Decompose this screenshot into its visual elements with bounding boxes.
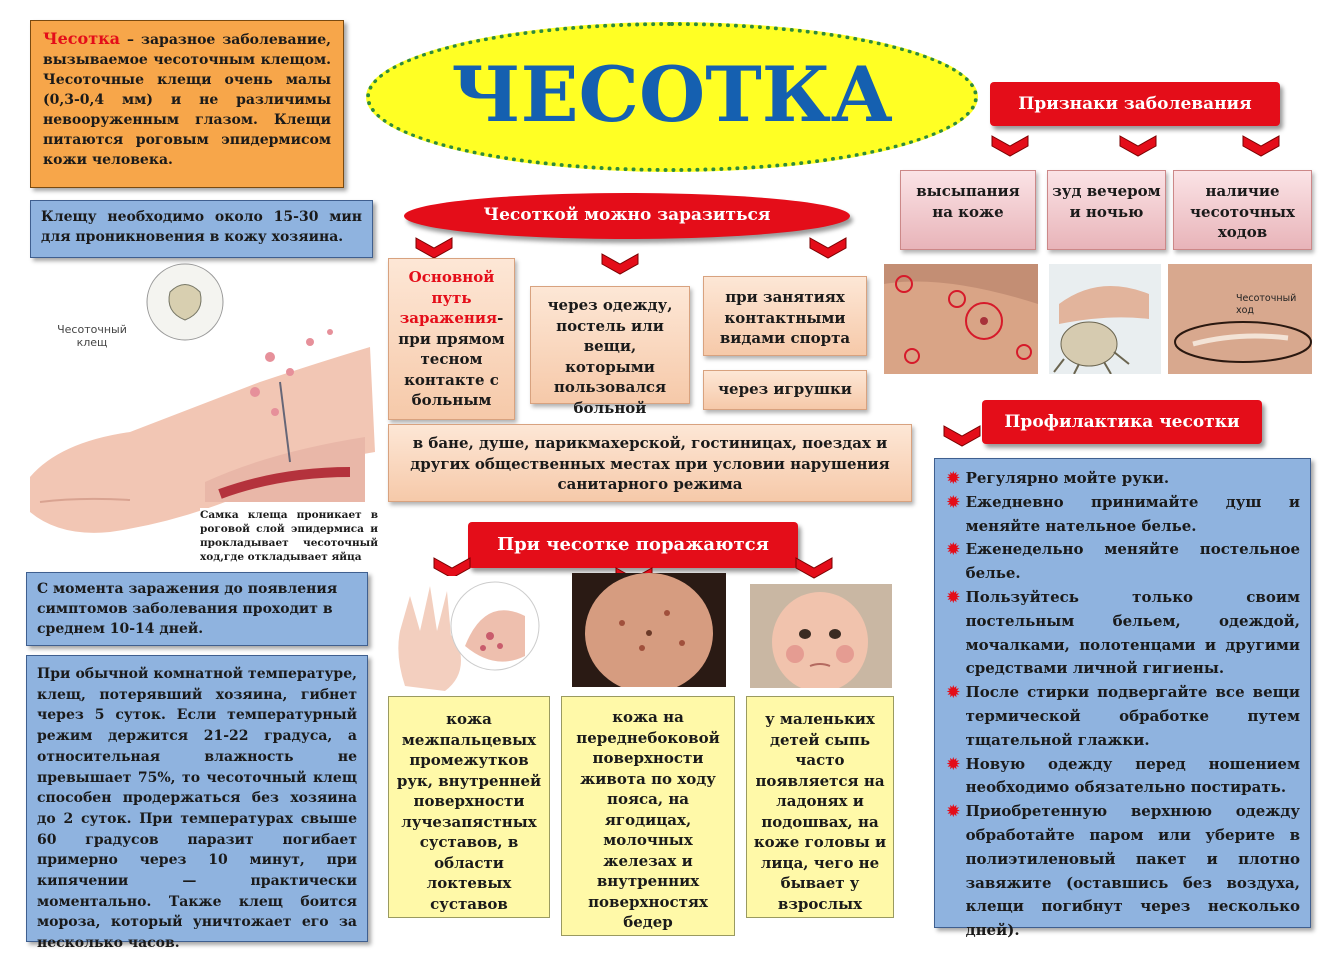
belly-photo [572,573,726,687]
sign-rash-box: высыпания на коже [900,170,1036,250]
main-way-box [388,258,515,420]
affected-children-box: у маленьких детей сыпь часто появляется на ладонях и подошвах, на коже головы и лица, чего не бывает у взрослых [746,696,894,918]
intro-box [30,20,344,188]
prevention-item: ✹ Еженедельно меняйте постельное белье. [947,538,1300,586]
affected-banner: При чесотке поражаются [468,522,798,568]
survival-note: При обычной комнатной температуре, клещ, потерявший хозяина, гибнет через 5 суток. Если температурный режим держится 21-22 градуса, а относительная влажность не превышает 75%, то чесоточный клещ способен продержаться без хозяина до 2 суток. При температурах свыше 60 градусов паразит погибает примерно через 10 минут, при кипячении — практически моментально. Также клещ боится мороза, который уничтожает его за несколько часов. [26,655,368,942]
sun-bullet-icon: ✹ [947,492,960,511]
public-places-box: в бане, душе, парикмахерской, гостиницах, поездах и других общественных местах при условии нарушения санитарного режима [388,424,912,502]
clothes-box: через одежду, постель или вещи, которыми пользовался больной [530,286,690,404]
chevron-down-icon [942,424,982,448]
chevron-down-icon [794,556,834,580]
burrow-photo [1168,264,1312,374]
prevention-item: ✹ Новую одежду перед ношением необходимо обязательно постирать. [947,753,1300,801]
toys-box: через игрушки [703,370,867,410]
prevention-box [934,458,1311,940]
sun-bullet-icon: ✹ [947,802,960,821]
child-photo [750,584,892,688]
chevron-down-icon [414,236,454,260]
chevron-down-icon [808,236,848,260]
infection-banner-label: Чесоткой можно заразиться [483,205,771,225]
sun-bullet-icon: ✹ [947,683,960,702]
page-title: ЧЕСОТКА [451,50,893,139]
mite-photo [1049,264,1161,374]
rash-photo [884,264,1038,374]
chevron-down-icon [600,252,640,276]
penetration-note: Клещу необходимо около 15-30 мин для проникновения в кожу хозяина. [30,200,373,258]
sun-bullet-icon: ✹ [947,469,960,487]
burrow-label: Чесоточный ход [1236,293,1297,316]
prevention-item: ✹ Ежедневно принимайте душ и меняйте нательное белье. [947,491,1300,539]
prevention-item: ✹ Регулярно мойте руки. [947,467,1300,491]
affected-hands-box: кожа межпальцевых промежутков рук, внутренней поверхности лучезапястных суставов, в области локтевых суставов [388,696,550,918]
main-way-highlight: Основной путь заражения [399,268,498,327]
prevention-item: ✹ Пользуйтесь только своим постельным бельем, одеждой, мочалками, полотенцами и другими средствами личной гигиены. [947,586,1300,681]
hands-photo [385,576,545,694]
prevention-banner: Профилактика чесотки [982,400,1262,444]
incubation-note: С момента заражения до появления симптомов заболевания проходит в среднем 10-14 дней. [26,572,368,646]
prevention-list [947,467,1300,943]
sign-itch-box: зуд вечером и ночью [1047,170,1166,250]
illustration-caption: Самка клеща проникает в роговой слой эпидермиса и прокладывает чесоточный ход,где откладывает яйца [200,508,378,568]
sun-bullet-icon: ✹ [947,540,960,559]
prevention-item: ✹ После стирки подвергайте все вещи термической обработке путем тщательной глажки. [947,681,1300,752]
chevron-down-icon [1118,134,1158,158]
intro-text: – заразное заболевание, вызываемое чесоточным клещом. Чесоточные клещи очень малы (0,3-0,4 мм) и не различимы невооруженным глазом. Клещи питаются роговым эпидермисом кожи человека. [43,32,331,168]
mite-label: Чесоточный клещ [57,323,127,349]
chevron-down-icon [990,134,1030,158]
affected-belly-box: кожа на переднебоковой поверхности живота по ходу пояса, на ягодицах, молочных железах и внутренних поверхностях бедер [561,696,735,936]
sport-box: при занятиях контактными видами спорта [703,276,867,356]
sign-burrows-box: наличие чесоточных ходов [1173,170,1312,250]
chevron-down-icon [1241,134,1281,158]
signs-banner: Признаки заболевания [990,82,1280,126]
main-way-rest: -при прямом тесном контакте с больным [398,309,505,409]
intro-term: Чесотка [43,29,121,48]
sun-bullet-icon: ✹ [947,587,960,606]
prevention-item: ✹ Приобретенную верхнюю одежду обработайте паром или уберите в полиэтиленовый пакет и плотно завяжите (оставшись без воздуха, клещи погибнут через несколько дней). [947,800,1300,943]
sun-bullet-icon: ✹ [947,754,960,773]
